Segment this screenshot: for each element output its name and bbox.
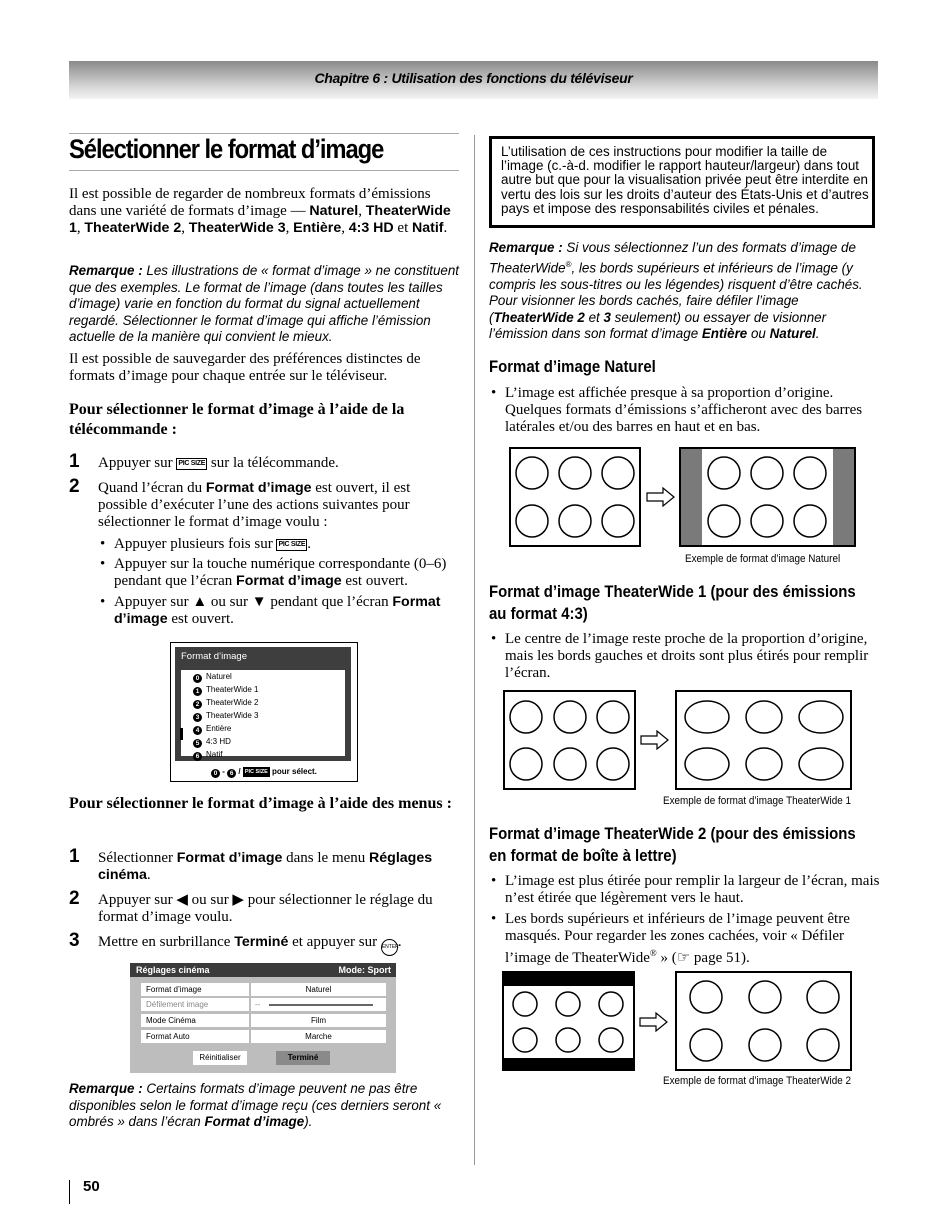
pic-size-key-icon: PIC SIZE (176, 458, 207, 470)
step-number: 3 (69, 930, 80, 951)
naturel-heading: Format d’image Naturel (489, 357, 656, 376)
tw2-heading-line2: en format de boîte à lettre) (489, 846, 677, 865)
note-shaded-formats: Remarque : Certains formats d’image peuvent ne pas être disponibles selon le format d’image reçu (ces derniers seront « ombrés » dans l’écran Format d’image). (69, 1081, 442, 1130)
circles-illustration (511, 449, 639, 545)
tw1-heading-line2: au format 4:3) (489, 604, 588, 623)
naturel-result-screen (679, 447, 856, 547)
scroll-slider-cell: -- (251, 998, 386, 1011)
remote-bullet-2: • Appuyer sur la touche numérique correspondante (0–6) pendant que l’écran Format d’image est ouvert. (100, 556, 447, 589)
tw1-source-screen (503, 690, 636, 790)
format-option[interactable]: 5 4:3 HD (193, 736, 231, 748)
letterbox-circles-illustration (504, 973, 633, 1069)
stretched-circles-illustration (677, 692, 850, 788)
format-image-menu (170, 642, 358, 782)
format-option[interactable]: 2 TheaterWide 2 (193, 697, 258, 709)
tw1-caption: Exemple de format d’image TheaterWide 1 (663, 795, 852, 807)
tw2-bullet-2: • Les bords supérieurs et inférieurs de l’image peuvent être masqués. Pour regarder les zones cachées, voir « Défiler l’image de TheaterWide® » (☞ page 51). (491, 911, 850, 966)
intro-paragraph: Il est possible de regarder de nombreux formats d’émissions dans une variété de formats d’image — Naturel, TheaterWide 1, TheaterWide 2, TheaterWide 3, Entière, 4:3 HD et Natif. (69, 186, 451, 236)
circles-sidebars-illustration (681, 449, 854, 545)
menus-heading: Pour sélectionner le format d’image à l’aide des menus : (69, 795, 452, 812)
cinema-menu-mode: Mode: Sport (338, 965, 391, 975)
note-theaterwide: Remarque : Si vous sélectionnez l’un des formats d’image de TheaterWide®, les bords supérieurs et inférieurs de l’image (y compris les sous-titres ou les légendes) risquent d’être cachés. Pour visionner les bords cachés, faire défiler l’image (TheaterWide 2 et 3 seulement) ou essayer de visionner l’émission dans son format d’image Entière ou Naturel. (489, 240, 863, 342)
scroll-slider-track (269, 1004, 373, 1006)
page-title: Sélectionner le format d’image (69, 134, 384, 164)
tw2-source-screen (502, 971, 635, 1071)
note-illustrations: Remarque : Les illustrations de « format d’image » ne constituent que des exemples. Le format de l’image (dans toutes les tailles d’image) varie en fonction du format du signal actuellement regardé. Sélectionner le format d’image qui affiche l’émission actuelle de la manière qui convient le mieux. (69, 263, 460, 345)
tw2-heading-line1: Format d’image TheaterWide 2 (pour des émissions (489, 824, 856, 843)
step-number: 2 (69, 476, 80, 497)
remote-step-1: Appuyer sur PIC SIZE sur la télécommande. (98, 455, 339, 471)
step-number: 1 (69, 451, 80, 472)
legal-warning-box: L’utilisation de ces instructions pour modifier la taille de l’image (c.-à-d. modifier le rapport hauteur/largeur) dans tout autre but que pour la visualisation privée peut être interdite en vertu des lois sur les droits d’auteur des États-Unis et d’autres pays et impose des responsabilités civiles et pénales. (489, 136, 875, 228)
enter-key-icon: ENTER (381, 939, 398, 956)
preferences-paragraph: Il est possible de sauvegarder des préférences distinctes de formats d’image pour chaque entrée sur le téléviseur. (69, 351, 421, 384)
menu-step-2: Appuyer sur ◀ ou sur ▶ pour sélectionner le réglage du format d’image voulu. (98, 892, 433, 925)
circles-illustration (505, 692, 634, 788)
format-option[interactable]: 3 TheaterWide 3 (193, 710, 258, 722)
menu-step-1: Sélectionner Format d’image dans le menu Réglages cinéma. (98, 850, 433, 883)
remote-heading: Pour sélectionner le format d’image à l’aide de la télécommande : (69, 401, 405, 438)
cinema-row-scroll: Défilement image -- (141, 998, 386, 1011)
tw1-result-screen (675, 690, 852, 790)
selection-indicator (180, 728, 183, 740)
page-number-rule (69, 1180, 70, 1204)
step-number: 2 (69, 888, 80, 909)
format-option[interactable]: 4 Entière (193, 723, 231, 735)
format-option[interactable]: 6 Natif (193, 749, 222, 761)
format-option[interactable]: 0 Naturel (193, 671, 232, 683)
cinema-settings-menu (130, 963, 396, 1073)
tw2-result-screen (675, 971, 852, 1071)
format-menu-panel (175, 647, 351, 761)
format-menu-list (181, 670, 345, 760)
format-menu-footer: 0 - 6 / PIC SIZE pour sélect. (171, 767, 357, 778)
page-number: 50 (83, 1178, 100, 1195)
pic-size-key-icon: PIC SIZE (276, 539, 307, 551)
cinema-row-auto[interactable]: Format Auto Marche (141, 1030, 386, 1043)
cinema-menu-header (130, 963, 396, 977)
format-menu-title: Format d’image (181, 651, 247, 662)
naturel-bullet: • L’image est affichée presque à sa proportion d’origine. Quelques formats d’émissions s’afficheront avec des barres latérales et/ou des barres en haut et en bas. (491, 385, 863, 435)
arrow-right-icon (640, 730, 670, 750)
menu-step-3: Mettre en surbrillance Terminé et appuyer sur ENTER. (98, 934, 460, 956)
reset-button[interactable]: Réinitialiser (193, 1051, 247, 1065)
chapter-title: Chapitre 6 : Utilisation des fonctions du téléviseur (314, 70, 633, 86)
tw1-heading-line1: Format d’image TheaterWide 1 (pour des émissions (489, 582, 856, 601)
title-rule-bottom (69, 170, 459, 171)
tw2-bullet-1: • L’image est plus étirée pour remplir la largeur de l’écran, mais n’est étirée que légèrement vers le haut. (491, 873, 880, 906)
circles-illustration (677, 973, 850, 1069)
remote-bullet-1: • Appuyer plusieurs fois sur PIC SIZE . (100, 536, 312, 552)
tw1-bullet: • Le centre de l’image reste proche de la proportion d’origine, mais les bords gauches et droits sont plus étirés pour remplir l’écran. (491, 631, 869, 681)
pic-size-key-icon: PIC SIZE (244, 769, 268, 775)
step-number: 1 (69, 846, 80, 867)
chapter-header-band (69, 61, 878, 99)
naturel-source-screen (509, 447, 641, 547)
cinema-row-mode[interactable]: Mode Cinéma Film (141, 1014, 386, 1027)
tw2-caption: Exemple de format d’image TheaterWide 2 (663, 1075, 852, 1087)
remote-step-2: Quand l’écran du Format d’image est ouvert, il est possible d’exécuter l’une des actions suivantes pour sélectionner le format d’image voulu : (98, 480, 411, 530)
format-option[interactable]: 1 TheaterWide 1 (193, 684, 258, 696)
done-button[interactable]: Terminé (276, 1051, 330, 1065)
cinema-menu-title: Réglages cinéma (136, 965, 210, 975)
arrow-right-icon (639, 1012, 669, 1032)
arrow-right-icon (646, 487, 676, 507)
naturel-caption: Exemple de format d’image Naturel (685, 553, 841, 565)
cinema-row-format[interactable]: Format d’image Naturel (141, 983, 386, 996)
remote-bullet-3: • Appuyer sur ▲ ou sur ▼ pendant que l’écran Format d’image est ouvert. (100, 594, 441, 627)
column-divider (474, 135, 475, 1165)
